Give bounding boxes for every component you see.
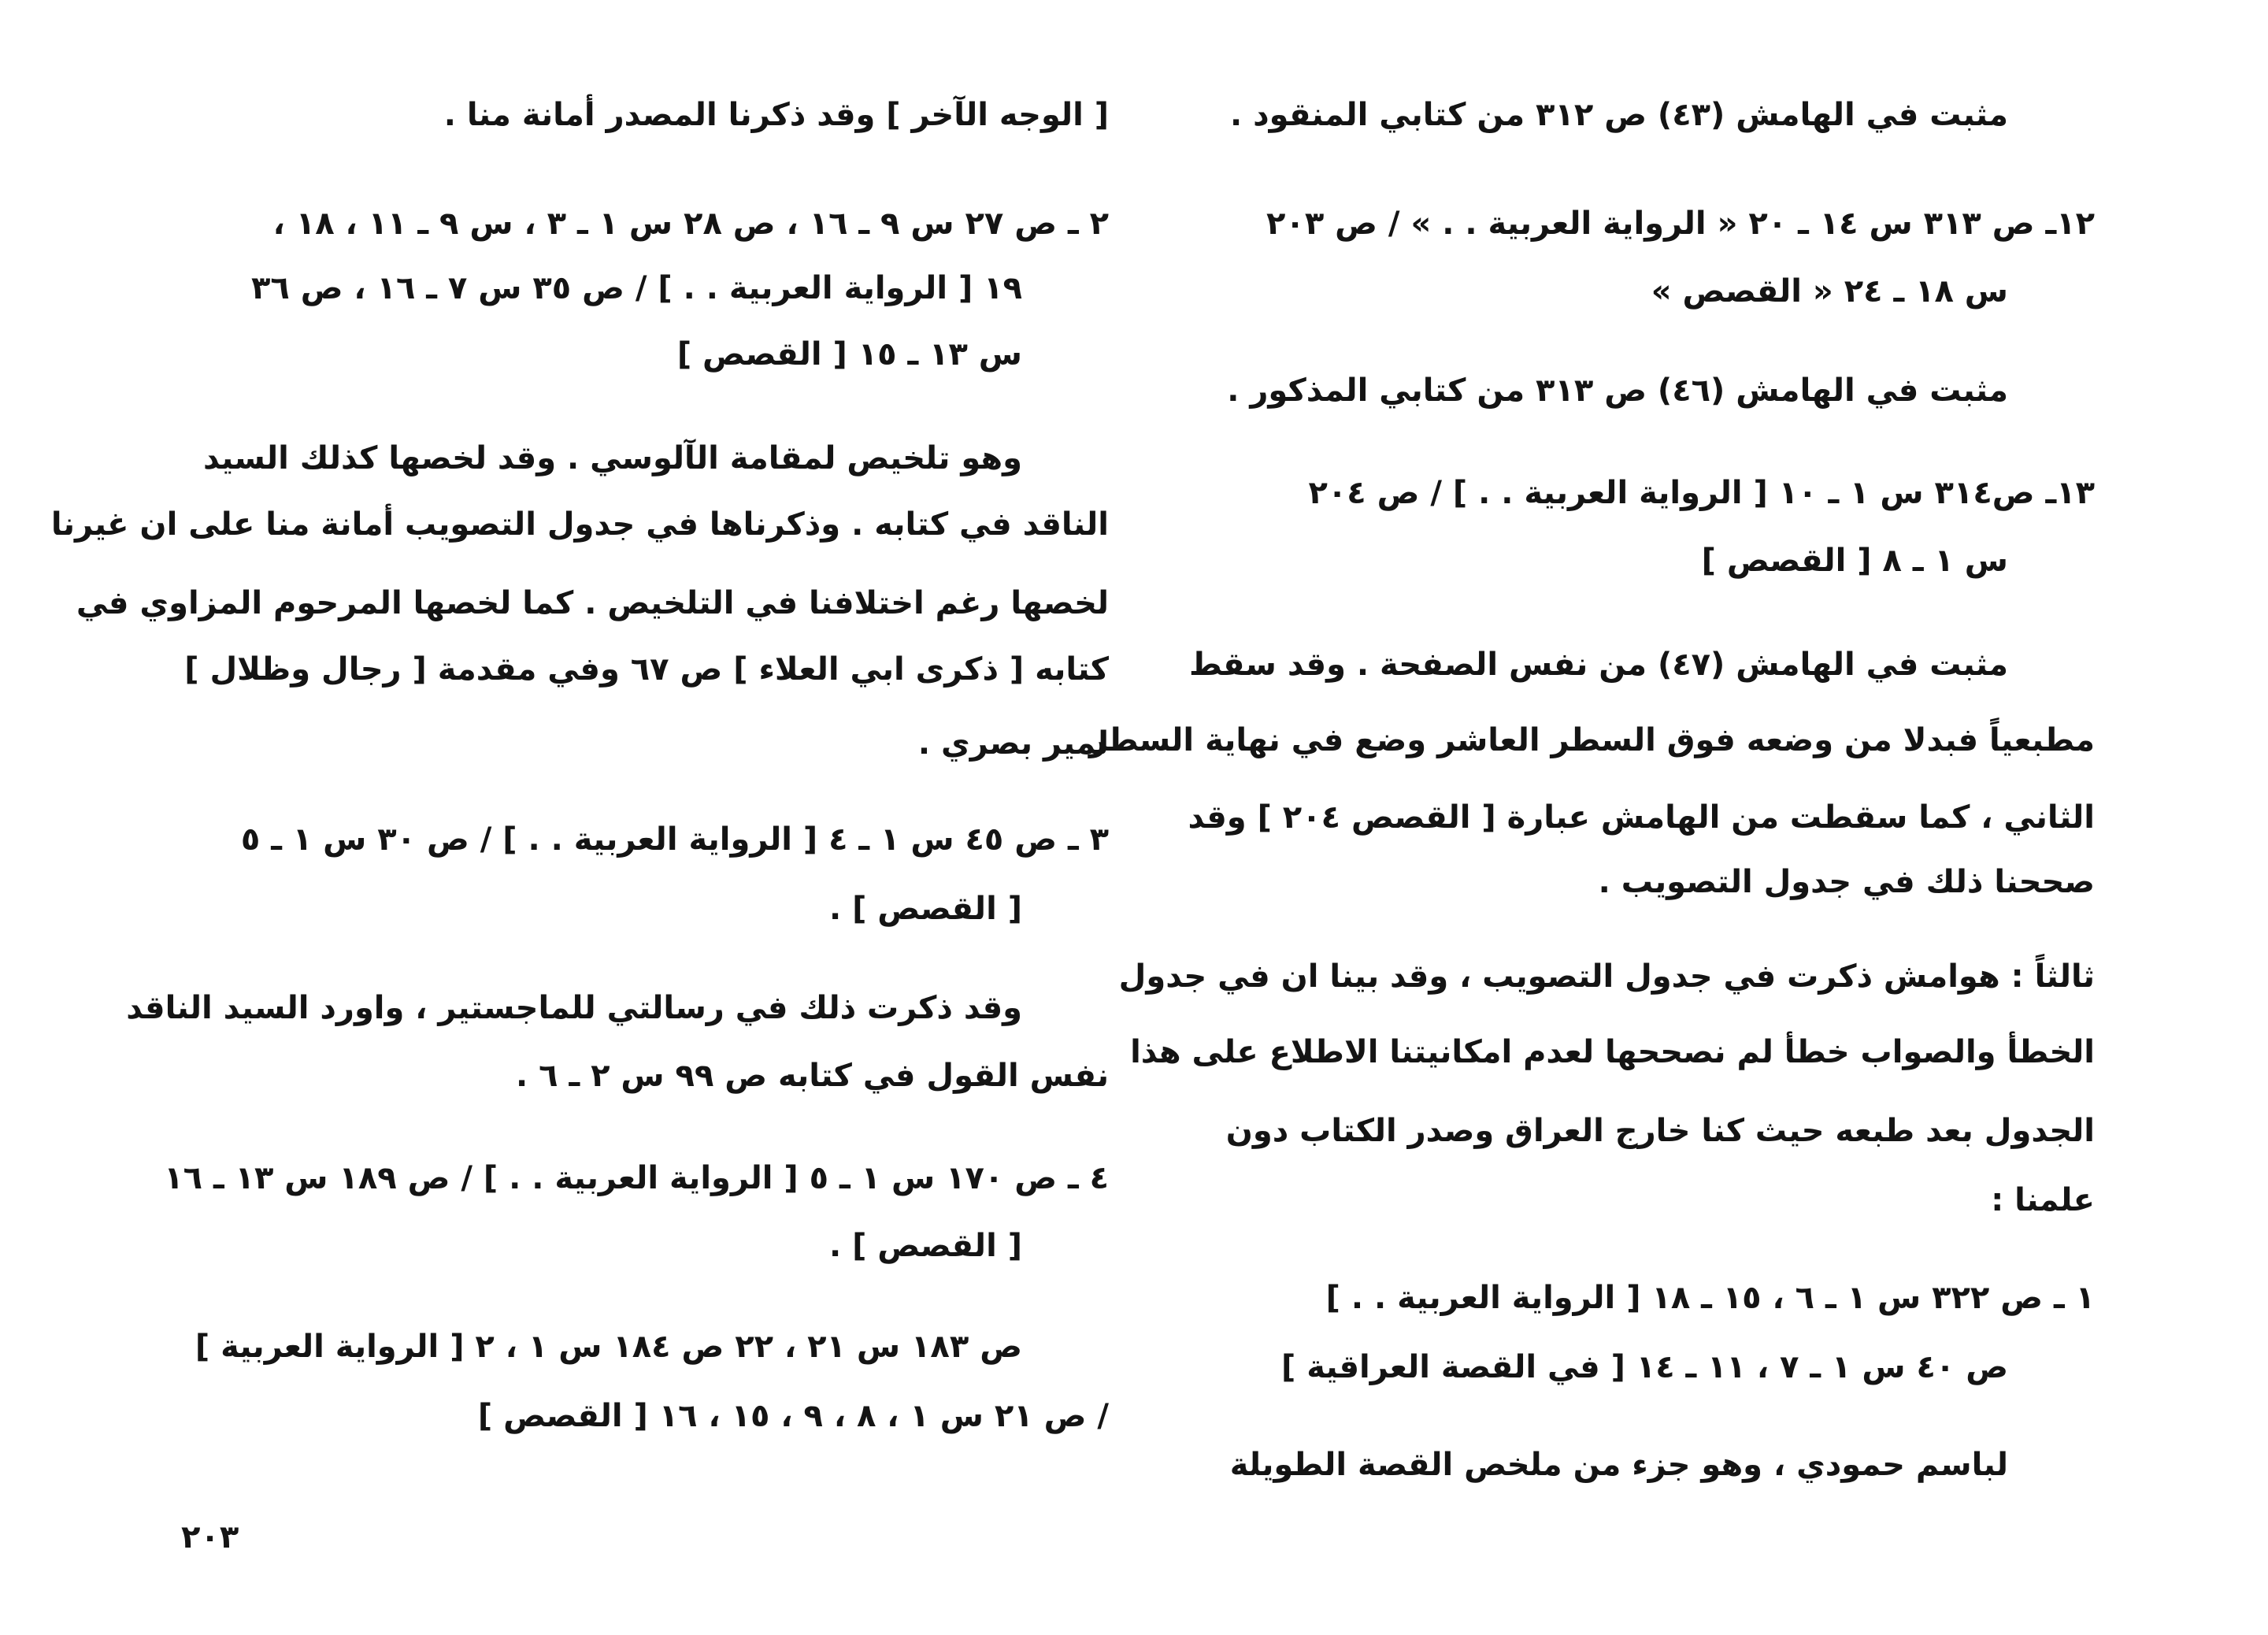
text-line: [ القصص ] . [828, 891, 1022, 927]
text-line: ١ ـ ص ٣٢٢ س ١ ـ ٦ ، ١٥ ـ ١٨ [ الرواية العربية . . ] [1325, 1280, 2095, 1316]
text-line: لخصها رغم اختلافنا في التلخيص . كما لخصها المرحوم المزاوي في [76, 585, 1109, 621]
text-line: س ١٣ ـ ١٥ [ القصص ] [676, 336, 1022, 373]
text-line: ٤ ـ ص ١٧٠ س ١ ـ ٥ [ الرواية العربية . . ] / ص ١٨٩ س ١٣ ـ ١٦ [164, 1160, 1109, 1196]
text-line: / ص ٢١ س ١ ، ٨ ، ٩ ، ١٥ ، ١٦ [ القصص ] [477, 1398, 1109, 1434]
text-line: ص ٤٠ س ١ ـ ٧ ، ١١ ـ ١٤ [ في القصة العراقية ] [1281, 1349, 2008, 1385]
text-line: كتابه [ ذكرى ابي العلاء ] ص ٦٧ وفي مقدمة [ رجال وظلال ] [184, 651, 1109, 688]
text-line: مطبعياً فبدلا من وضعه فوق السطر العاشر وضع في نهاية السطر [1088, 722, 2095, 758]
page-number: ٢٠٣ [181, 1519, 239, 1555]
text-line: الناقد في كتابه . وذكرناها في جدول التصويب أمانة منا على ان غيرنا [50, 506, 1109, 543]
text-line: نفس القول في كتابه ص ٩٩ س ٢ ـ ٦ . [515, 1058, 1109, 1094]
text-line: علمنا : [1991, 1182, 2095, 1218]
text-line: مثبت في الهامش (٤٦) ص ٣١٣ من كتابي المذكور . [1227, 373, 2008, 409]
text-line: ٢ ـ ص ٢٧ س ٩ ـ ١٦ ، ص ٢٨ س ١ ـ ٣ ، س ٩ ـ ١١ ، ١٨ ، [272, 206, 1109, 242]
text-line: ١٢ـ ص ٣١٣ س ١٤ ـ ٢٠ « الرواية العربية . . » / ص ٢٠٣ [1266, 206, 2095, 242]
text-line: مثبت في الهامش (٤٣) ص ٣١٢ من كتابي المنقود . [1229, 97, 2008, 133]
text-line: ص ١٨٣ س ٢١ ، ٢٢ ص ١٨٤ س ١ ، ٢ [ الرواية العربية ] [195, 1329, 1022, 1365]
text-line: [ القصص ] . [828, 1228, 1022, 1264]
text-line: لباسم حمودي ، وهو جزء من ملخص القصة الطويلة [1229, 1447, 2008, 1483]
text-line: الجدول بعد طبعه حيث كنا خارج العراق وصدر الكتاب دون [1225, 1113, 2095, 1149]
text-line: صححنا ذلك في جدول التصويب . [1598, 864, 2095, 900]
text-line: لمير بصري . [917, 725, 1109, 762]
text-line: س ١٨ ـ ٢٤ « القصص » [1651, 273, 2008, 310]
text-line: ٣ ـ ص ٤٥ س ١ ـ ٤ [ الرواية العربية . . ] / ص ٣٠ س ١ ـ ٥ [240, 821, 1109, 858]
text-line: الثاني ، كما سقطت من الهامش عبارة [ القصص ٢٠٤ ] وقد [1188, 799, 2095, 836]
text-line: وقد ذكرت ذلك في رسالتي للماجستير ، واورد السيد الناقد [126, 990, 1022, 1026]
text-line: ١٣ـ ص٣١٤ س ١ ـ ١٠ [ الرواية العربية . . ] / ص ٢٠٤ [1308, 475, 2095, 511]
text-line: [ الوجه الآخر ] وقد ذكرنا المصدر أمانة منا . [443, 97, 1109, 133]
text-line: مثبت في الهامش (٤٧) من نفس الصفحة . وقد سقط [1188, 647, 2008, 683]
text-line: ثالثاً : هوامش ذكرت في جدول التصويب ، وقد بينا ان في جدول [1118, 958, 2095, 995]
text-line: الخطأ والصواب خطأ لم نصححها لعدم امكانيتنا الاطلاع على هذا [1130, 1034, 2095, 1070]
text-line: ١٩ [ الرواية العربية . . ] / ص ٣٥ س ٧ ـ ١٦ ، ص ٣٦ [250, 270, 1022, 306]
text-line: وهو تلخيص لمقامة الآلوسي . وقد لخصها كذلك السيد [202, 440, 1022, 476]
text-line: س ١ ـ ٨ [ القصص ] [1701, 543, 2008, 579]
